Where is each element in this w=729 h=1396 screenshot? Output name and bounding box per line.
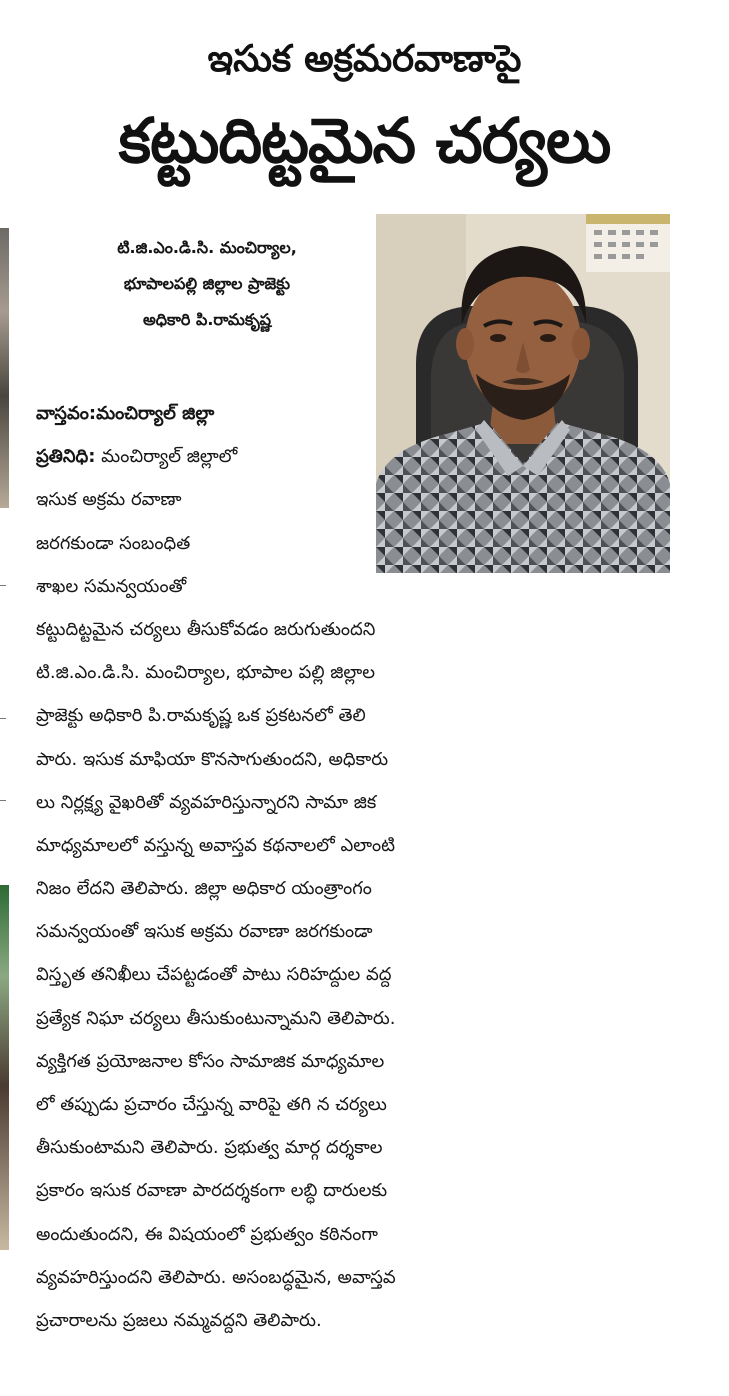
edge-mark <box>0 800 6 801</box>
designation-line: అధికారి పి.రామకృష్ణ <box>142 310 272 329</box>
article-line: ప్రచారాలను ప్రజలు నమ్మవద్దని తెలిపారు. <box>36 1309 322 1331</box>
article-body <box>36 392 678 1342</box>
article-line: అందుతుందని, ఈ విషయంలో ప్రభుత్వం కఠినంగా <box>36 1223 378 1245</box>
article-line: నిజం లేదని తెలిపారు. జిల్లా అధికార యంత్రాంగం <box>36 878 372 900</box>
dateline-place: వాస్తవం:మంచిర్యాల్ జిల్లా <box>36 403 215 424</box>
article-line: ఇసుక అక్రమ రవాణా <box>36 489 182 511</box>
article-line-text: మంచిర్యాల్ జిల్లాలో <box>101 446 238 468</box>
headline-kicker: ఇసుక అక్రమరవాణాపై <box>207 37 522 80</box>
designation-line: భూపాలపల్లి జిల్లాల ప్రాజెక్టు <box>123 274 291 293</box>
edge-mark <box>0 585 6 586</box>
article-line <box>36 435 678 478</box>
edge-mark <box>0 718 6 719</box>
headline-main: కట్టుదిట్టమైన చర్యలు <box>118 104 611 177</box>
article-line: వ్యక్తిగత ప్రయోజనాల కోసం సామాజిక మాధ్యమాల <box>36 1050 385 1072</box>
article-line: లో తప్పుడు ప్రచారం చేస్తున్న వారిపై తగి న చర్యలు <box>36 1094 387 1115</box>
dateline <box>36 392 678 435</box>
officer-designation-caption <box>40 230 374 338</box>
adjacent-article-photo-edge <box>0 228 9 508</box>
article-line: మాధ్యమాలలో వస్తున్న అవాస్తవ కథనాలలో ఎలాంటి <box>36 834 395 856</box>
article-line: టి.జి.ఎం.డి.సి. మంచిర్యాల, భూపాల పల్లి జిల్లాల <box>36 662 376 684</box>
article-line: లు నిర్లక్ష్య వైఖరితో వ్యవహరిస్తున్నారని సామా జిక <box>36 791 377 813</box>
article-line: శాఖల సమన్వయంతో <box>36 575 187 597</box>
article-line: ప్రాజెక్టు అధికారి పి.రామకృష్ణ ఒక ప్రకటనలో తెలి <box>36 705 366 727</box>
adjacent-article-photo-edge <box>0 885 9 1250</box>
dateline-reporter: ప్రతినిధి: <box>36 446 96 468</box>
article-line: పారు. ఇసుక మాఫియా కొనసాగుతుందని, అధికారు <box>36 748 389 770</box>
designation-line: టి.జి.ఎం.డి.సి. మంచిర్యాల, <box>117 238 297 257</box>
article-line: విస్తృత తనిఖీలు చేపట్టడంతో పాటు సరిహద్దుల వద్ద <box>36 964 392 986</box>
article-line: ప్రకారం ఇసుక రవాణా పారదర్శకంగా లబ్ధి దారులకు <box>36 1180 388 1202</box>
article-line: సమన్వయంతో ఇసుక అక్రమ రవాణా జరగకుండా <box>36 921 373 943</box>
article-line: కట్టుదిట్టమైన చర్యలు తీసుకోవడం జరుగుతుందని <box>36 618 376 640</box>
article-line: తీసుకుంటామని తెలిపారు. ప్రభుత్వ మార్గ దర్శకాల <box>36 1137 383 1159</box>
article-line: ప్రత్యేక నిఘా చర్యలు తీసుకుంటున్నామని తెలిపారు. <box>36 1007 396 1029</box>
article-line: వ్యవహరిస్తుందని తెలిపారు. అసంబద్ధమైన, అవాస్తవ <box>36 1266 396 1288</box>
article-line: జరగకుండా సంబంధిత <box>36 532 191 554</box>
